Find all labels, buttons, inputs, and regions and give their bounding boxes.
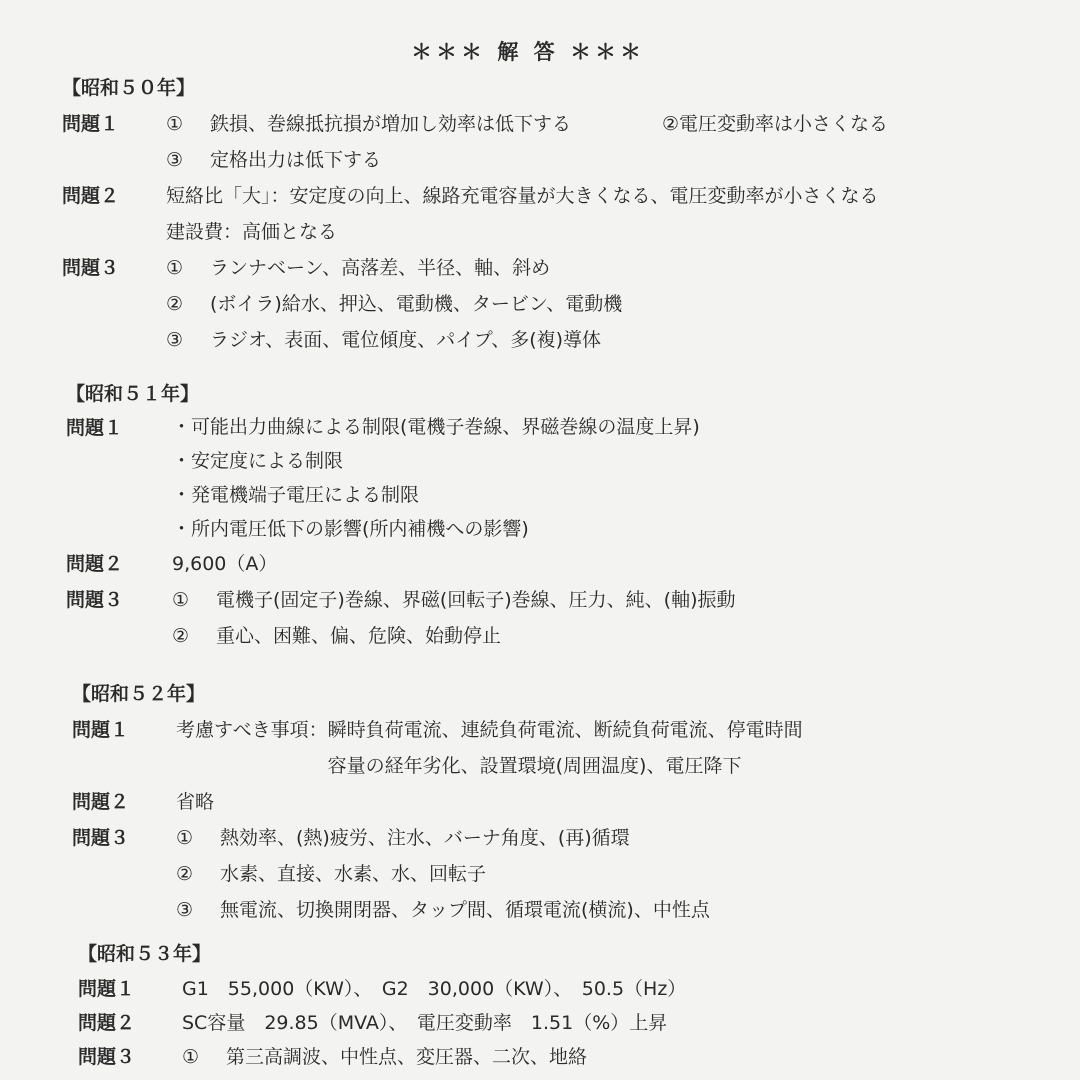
answer-line [166,106,888,142]
answer-text: 定格出力は低下する [210,149,382,171]
problem-2 [72,784,803,820]
problem-label: 問題２ [78,1012,136,1034]
answer-line [166,142,888,178]
item-marker: ① [166,113,184,135]
page-title: ＊＊＊ 解 答 ＊＊＊ [411,40,645,64]
problem-3 [72,820,803,928]
answer-line [172,582,735,618]
section-heading: 【昭和５０年】 [62,77,196,99]
problem-3 [62,250,888,358]
problem-label: 問題３ [62,257,120,279]
answer-text: ・発電機端子電圧による制限 [172,484,420,506]
answer-text: 9,600（A） [172,553,278,575]
item-marker: ① [182,1046,200,1068]
answer-line [166,286,622,322]
problem-label: 問題１ [72,719,130,741]
problem-3 [78,1040,686,1074]
answer-prefix: 考慮すべき事項： [176,719,328,741]
answer-text: 省略 [176,791,215,813]
answer-text: 無電流、切換開閉器、タップ間、循環電流(横流)、中性点 [220,899,710,921]
item-marker: ② [176,863,194,885]
item-marker: ② [172,625,190,647]
problem-label: 問題３ [72,827,130,849]
section-heading: 【昭和５１年】 [66,383,200,405]
answer-text: ラジオ、表面、電位傾度、パイプ、多(複)導体 [210,329,602,351]
answer-line [176,892,710,928]
section-showa-51 [66,376,735,654]
answer-text: ・可能出力曲線による制限(電機子巻線、界磁巻線の温度上昇) [172,416,700,438]
section-heading: 【昭和５２年】 [72,683,206,705]
problem-2 [62,178,888,250]
item-marker: ③ [166,149,184,171]
answer-text: 電機子(固定子)巻線、界磁(回転子)巻線、圧力、純、(軸)振動 [216,589,736,611]
item-marker: ③ [166,329,184,351]
answer-text: 第三高調波、中性点、変圧器、二次、地絡 [226,1046,588,1068]
problem-label: 問題２ [72,791,130,813]
problem-label: 問題１ [78,978,136,1000]
answer-text: G1 55,000（KW）、 G2 30,000（KW）、 50.5（Hz） [182,978,687,1000]
item-marker: ② [662,113,680,135]
problem-label: 問題３ [78,1046,136,1068]
answer-line [176,856,710,892]
answer-text: SC容量 29.85（MVA）、 電圧変動率 1.51（%）上昇 [182,1012,668,1034]
problem-label: 問題２ [66,553,124,575]
answer-text: 電圧変動率は小さくなる [679,113,889,135]
answer-line [166,322,622,358]
answer-text: (ボイラ)給水、押込、電動機、タービン、電動機 [210,293,623,315]
answer-text: 熱効率、(熱)疲労、注水、バーナ角度、(再)循環 [220,827,630,849]
problem-1 [78,972,686,1006]
answer-text: 水素、直接、水素、水、回転子 [220,863,487,885]
problem-3 [66,582,735,654]
section-showa-53 [78,936,686,1074]
answer-line [172,618,735,654]
problem-1 [62,106,888,178]
problem-label: 問題１ [66,417,124,439]
answer-line [176,820,710,856]
item-marker: ① [172,589,190,611]
answer-line [176,748,803,784]
item-marker: ① [176,827,194,849]
problem-label: 問題２ [62,185,120,207]
answer-line [182,1040,587,1074]
answer-text: 建設費：高価となる [166,221,338,243]
section-showa-50 [62,70,888,358]
answer-text: 鉄損、巻線抵抗損が増加し効率は低下する [210,113,572,135]
answer-line [176,712,803,748]
problem-1 [66,410,735,546]
answer-text: 瞬時負荷電流、連続負荷電流、断続負荷電流、停電時間 [327,719,803,741]
answer-text: 重心、困難、偏、危険、始動停止 [216,625,502,647]
item-marker: ② [166,293,184,315]
problem-1 [72,712,803,784]
problem-label: 問題１ [62,113,120,135]
problem-2 [78,1006,686,1040]
item-marker: ③ [176,899,194,921]
answer-text: ・安定度による制限 [172,450,344,472]
problem-2 [66,546,735,582]
answer-text: ランナベーン、高落差、半径、軸、斜め [210,257,551,279]
section-showa-52 [72,676,803,928]
section-heading: 【昭和５３年】 [78,943,212,965]
answer-text: 短絡比「大」：安定度の向上、線路充電容量が大きくなる、電圧変動率が小さくなる [166,185,879,207]
answer-text: ・所内電圧低下の影響(所内補機への影響) [172,518,529,540]
answer-line [166,250,622,286]
item-marker: ① [166,257,184,279]
answer-text: 容量の経年劣化、設置環境(周囲温度)、電圧降下 [327,755,742,777]
problem-label: 問題３ [66,589,124,611]
